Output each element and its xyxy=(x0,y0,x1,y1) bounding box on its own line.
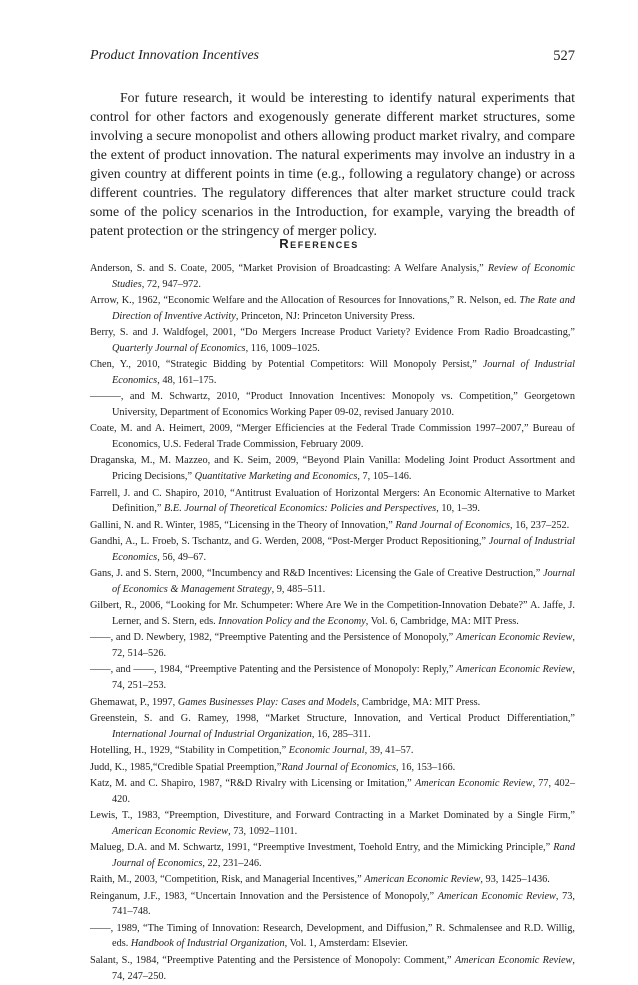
reference-entry xyxy=(90,743,575,759)
reference-entry xyxy=(90,760,575,776)
reference-source-title: Review of Economic Studies xyxy=(112,263,575,290)
reference-entry xyxy=(90,711,575,742)
reference-details: , 72, 514–526. xyxy=(112,632,575,659)
reference-details: , 16, 285–311. xyxy=(311,728,371,740)
reference-citation: Berry, S. and J. Waldfogel, 2001, “Do Mergers Increase Product Variety? Evidence From Radio Broadcasting,” xyxy=(90,327,575,339)
reference-details: , 73, 741–748. xyxy=(112,890,575,918)
reference-details: , 73, 1092–1101. xyxy=(228,825,298,837)
reference-citation: Raith, M., 2003, “Competition, Risk, and Managerial Incentives,” xyxy=(90,874,365,886)
reference-entry xyxy=(90,389,575,420)
reference-source-title: The Rate and Direction of Inventive Activity xyxy=(112,295,575,322)
reference-entry xyxy=(90,357,575,388)
reference-entry xyxy=(90,872,575,888)
reference-entry xyxy=(90,889,575,920)
reference-entry xyxy=(90,953,575,984)
reference-entry xyxy=(90,840,575,871)
reference-citation: ——, and D. Newbery, 1982, “Preemptive Patenting and the Persistence of Monopoly,” xyxy=(90,632,456,644)
reference-entry xyxy=(90,598,575,629)
reference-citation: ———, and M. Schwartz, 2010, “Product Innovation Incentives: Monopoly vs. Competition,” Georgetown University, Department of Economics Working Paper 09-02, revised January 2010. xyxy=(90,391,575,418)
reference-source-title: Rand Journal of Economics xyxy=(112,842,575,869)
reference-citation: Reinganum, J.F., 1983, “Uncertain Innovation and the Persistence of Monopoly,” xyxy=(90,890,438,902)
reference-entry xyxy=(90,518,575,534)
reference-citation: Anderson, S. and S. Coate, 2005, “Market Provision of Broadcasting: A Welfare Analysis,” xyxy=(90,263,488,274)
reference-entry xyxy=(90,325,575,356)
reference-details: , 74, 251–253. xyxy=(112,664,575,692)
reference-source-title: Rand Journal of Economics xyxy=(281,761,397,773)
page-number: 527 xyxy=(553,48,575,64)
reference-source-title: American Economic Review xyxy=(454,954,573,966)
reference-citation: Gandhi, A., L. Froeb, S. Tschantz, and G. Werden, 2008, “Post-Merger Product Repositioning,” xyxy=(90,536,489,548)
running-title: Product Innovation Incentives xyxy=(90,48,259,63)
reference-source-title: Economic Journal xyxy=(288,745,365,757)
reference-details: , 74, 247–250. xyxy=(112,954,575,982)
reference-source-title: Games Businesses Play: Cases and Models xyxy=(177,696,357,708)
reference-entry xyxy=(90,695,575,711)
reference-source-title: Quantitative Marketing and Economics xyxy=(194,471,358,483)
reference-citation: Greenstein, S. and G. Ramey, 1998, “Market Structure, Innovation, and Vertical Product Differentiation,” xyxy=(90,712,575,724)
reference-details: , 39, 41–57. xyxy=(364,745,414,757)
running-head xyxy=(90,48,575,68)
references-heading: References xyxy=(279,236,359,251)
reference-entry xyxy=(90,630,575,661)
reference-entry xyxy=(90,662,575,693)
reference-source-title: American Economic Review xyxy=(364,874,481,886)
reference-details: , 72, 947–972. xyxy=(141,278,201,290)
reference-details: , 56, 49–67. xyxy=(157,551,207,563)
reference-source-title: American Economic Review xyxy=(456,664,573,676)
reference-entry xyxy=(90,486,575,517)
reference-source-title: American Economic Review xyxy=(455,632,573,644)
reference-entry xyxy=(90,566,575,597)
reference-citation: Lewis, T., 1983, “Preemption, Divestiture, and Forward Contracting in a Market Dominated by a Single Firm,” xyxy=(90,810,575,822)
reference-citation: Draganska, M., M. Mazzeo, and K. Seim, 2009, “Beyond Plain Vanilla: Modeling Joint Product Assortment and Pricing Decisions,” xyxy=(90,455,575,483)
reference-citation: Arrow, K., 1962, “Economic Welfare and the Allocation of Resources for Innovations,” R. Nelson, ed. xyxy=(90,295,520,307)
reference-citation: Katz, M. and C. Shapiro, 1987, “R&D Rivalry with Licensing or Imitation,” xyxy=(90,778,415,790)
reference-details: , 116, 1009–1025. xyxy=(245,342,320,354)
reference-details: , Vol. 1, Amsterdam: Elsevier. xyxy=(284,938,408,950)
reference-citation: Gans, J. and S. Stern, 2000, “Incumbency and R&D Incentives: Licensing the Gale of Creative Destruction,” xyxy=(90,568,543,580)
reference-source-title: Journal of Industrial Economics xyxy=(112,536,575,563)
reference-entry xyxy=(90,534,575,565)
reference-source-title: Innovation Policy and the Economy xyxy=(218,615,366,627)
reference-source-title: B.E. Journal of Theoretical Economics: Policies and Perspectives xyxy=(164,503,437,515)
reference-citation: Gilbert, R., 2006, “Looking for Mr. Schumpeter: Where Are We in the Competition-Innovation Debate?” A. Jaffe, J. Lerner, and S. Stern, eds. xyxy=(90,600,575,627)
reference-source-title: Journal of Industrial Economics xyxy=(112,359,575,386)
reference-entry xyxy=(90,808,575,839)
reference-details: , 16, 153–166. xyxy=(396,761,456,773)
reference-citation: Hotelling, H., 1929, “Stability in Competition,” xyxy=(90,745,289,757)
reference-citation: Malueg, D.A. and M. Schwartz, 1991, “Preemptive Investment, Toehold Entry, and the Mimicking Principle,” xyxy=(90,842,554,854)
reference-citation: ——, and ——, 1984, “Preemptive Patenting and the Persistence of Monopoly: Reply,” xyxy=(90,664,457,676)
reference-source-title: American Economic Review xyxy=(415,778,533,790)
body-paragraph: For future research, it would be interesting to identify natural experiments that control for other factors and exogenously generate different market structures, some involving a secure monopolist and others allowing product market rivalry, and compare the extent of product innovation. The natural experiments may involve an industry in a given country at different points in time (e.g., following a regulatory change) or across different countries. The regulatory differences that alter market structure could track some of the policy scenarios in the Introduction, for example, varying the breadth of patent protection or the stringency of merger policy. xyxy=(90,90,575,238)
reference-details: , 77, 402–420. xyxy=(112,778,575,805)
reference-entry xyxy=(90,921,575,952)
reference-citation: Farrell, J. and C. Shapiro, 2010, “Antitrust Evaluation of Horizontal Mergers: An Economic Alternative to Market Definition,” xyxy=(90,487,575,515)
reference-entry xyxy=(90,261,575,292)
reference-entry xyxy=(90,421,575,452)
reference-source-title: Rand Journal of Economics xyxy=(395,519,511,531)
reference-details: , Cambridge, MA: MIT Press. xyxy=(356,696,481,708)
references-list xyxy=(90,261,575,985)
reference-citation: ——, 1989, “The Timing of Innovation: Research, Development, and Diffusion,” R. Schmalensee and R.D. Willig, eds. xyxy=(90,922,575,950)
reference-entry xyxy=(90,453,575,484)
reference-source-title: International Journal of Industrial Organization xyxy=(112,728,312,740)
reference-details: , Vol. 6, Cambridge, MA: MIT Press. xyxy=(365,615,519,627)
reference-citation: Judd, K., 1985,“Credible Spatial Preemption,” xyxy=(90,761,282,773)
reference-citation: Coate, M. and A. Heimert, 2009, “Merger Efficiencies at the Federal Trade Commission 1997–2007,” Bureau of Economics, U.S. Federal Trade Commission, February 2009. xyxy=(90,423,575,450)
reference-source-title: Handbook of Industrial Organization xyxy=(130,938,285,950)
reference-entry xyxy=(90,293,575,324)
reference-details: , Princeton, NJ: Princeton University Press. xyxy=(235,310,415,322)
reference-details: , 16, 237–252. xyxy=(510,519,570,531)
reference-details: , 22, 231–246. xyxy=(202,857,262,869)
reference-citation: Ghemawat, P., 1997, xyxy=(90,696,178,708)
reference-source-title: American Economic Review xyxy=(112,825,229,837)
reference-details: , 7, 105–146. xyxy=(357,471,412,483)
reference-citation: Chen, Y., 2010, “Strategic Bidding by Potential Competitors: Will Monopoly Persist,” xyxy=(90,359,483,371)
reference-citation: Salant, S., 1984, “Preemptive Patenting and the Persistence of Monopoly: Comment,” xyxy=(90,954,455,966)
reference-source-title: Quarterly Journal of Economics xyxy=(112,342,246,354)
reference-source-title: Journal of Economics & Management Strategy xyxy=(112,568,575,595)
reference-details: , 48, 161–175. xyxy=(157,374,217,386)
reference-details: , 93, 1425–1436. xyxy=(480,874,550,886)
reference-details: , 10, 1–39. xyxy=(436,503,480,515)
reference-details: , 9, 485–511. xyxy=(271,583,326,595)
reference-citation: Gallini, N. and R. Winter, 1985, “Licensing in the Theory of Innovation,” xyxy=(90,519,396,531)
reference-source-title: American Economic Review xyxy=(437,890,556,902)
reference-entry xyxy=(90,776,575,807)
